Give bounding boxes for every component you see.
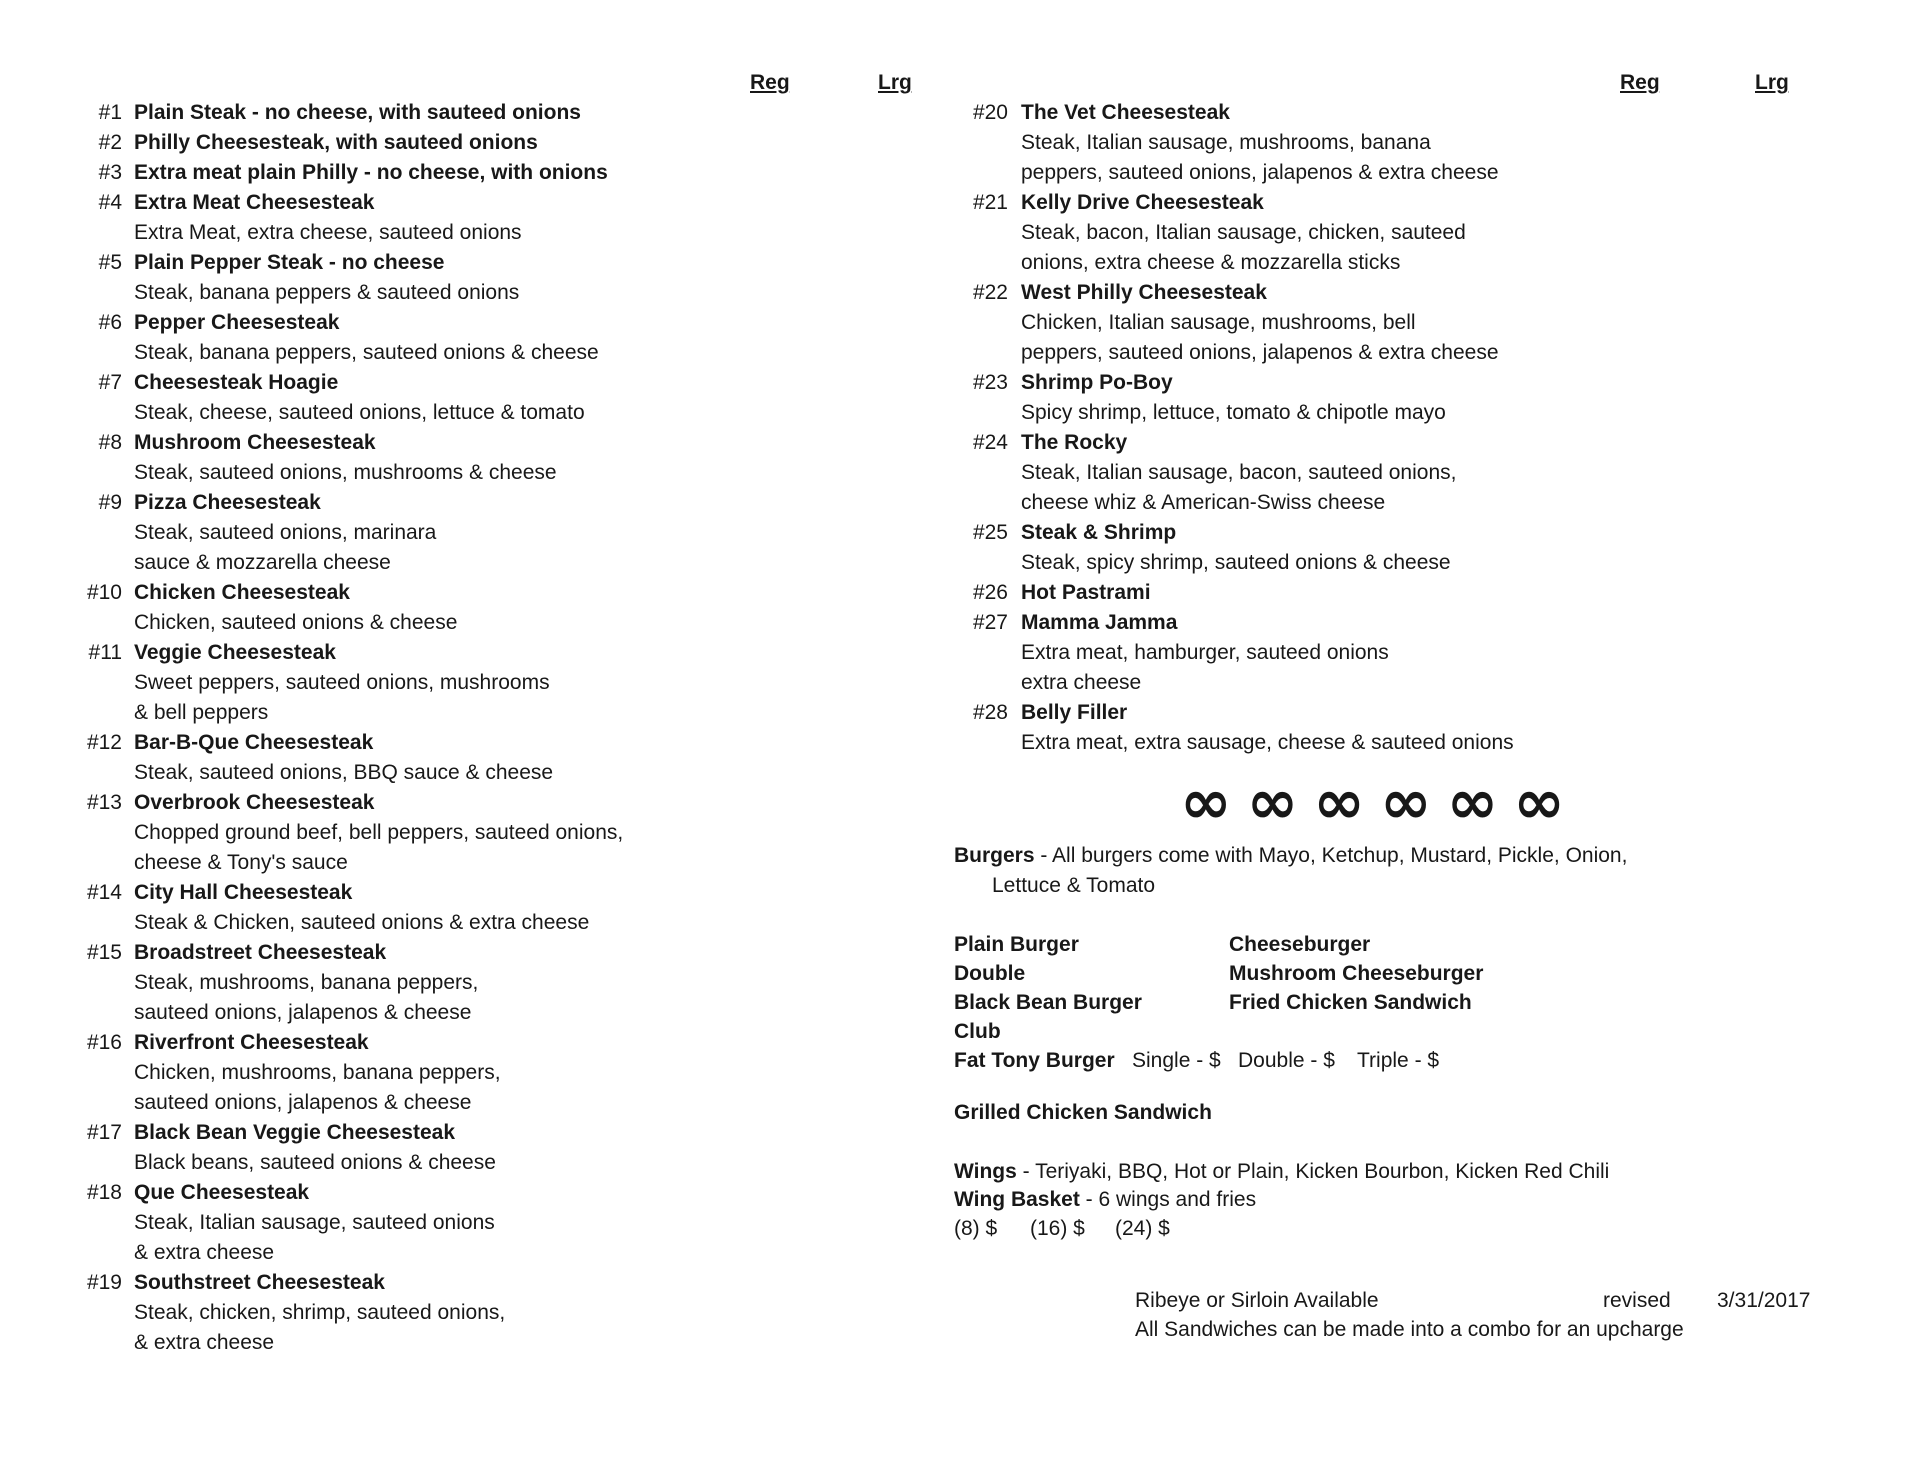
burger-row-fat-tony [954, 1046, 1483, 1075]
item-desc: Steak, chicken, shrimp, sauteed onions, [134, 1301, 506, 1324]
item-number: #1 [98, 101, 122, 124]
burger-row [954, 959, 1483, 988]
menu-item [0, 128, 880, 158]
menu-item [880, 608, 1920, 638]
item-desc: sauteed onions, jalapenos & cheese [134, 1091, 472, 1114]
item-number: #2 [98, 131, 122, 154]
item-number: #25 [972, 521, 1008, 544]
wing-size-16: (16) $ [1030, 1217, 1085, 1240]
menu-item [0, 878, 880, 908]
burgers-heading-label: Burgers [954, 844, 1035, 867]
item-title: Chicken Cheesesteak [134, 581, 350, 604]
item-desc: sauteed onions, jalapenos & cheese [134, 1001, 472, 1024]
item-title: City Hall Cheesesteak [134, 881, 353, 904]
burger-name: Black Bean Burger [954, 991, 1142, 1014]
item-number: #20 [972, 101, 1008, 124]
burgers-heading [954, 841, 1627, 871]
item-desc: sauce & mozzarella cheese [134, 551, 391, 574]
burger-name: Fat Tony Burger [954, 1049, 1115, 1072]
wing-size-8: (8) $ [954, 1217, 998, 1240]
item-number: #7 [98, 371, 122, 394]
menu-item [0, 248, 880, 278]
item-desc: Spicy shrimp, lettuce, tomato & chipotle mayo [1021, 401, 1446, 424]
item-title: Broadstreet Cheesesteak [134, 941, 387, 964]
burger-table [954, 930, 1483, 1075]
item-desc: Chopped ground beef, bell peppers, sauteed onions, [134, 821, 624, 844]
item-number: #19 [86, 1271, 122, 1294]
wings-flavors: - Teriyaki, BBQ, Hot or Plain, Kicken Bourbon, Kicken Red Chili [1016, 1160, 1610, 1183]
item-title: Kelly Drive Cheesesteak [1021, 191, 1264, 214]
item-title: Southstreet Cheesesteak [134, 1271, 385, 1294]
item-desc: Steak, sauteed onions, mushrooms & cheese [134, 461, 557, 484]
item-number: #21 [972, 191, 1008, 214]
footer-revised-label: revised [1603, 1289, 1671, 1312]
item-desc: Steak, Italian sausage, mushrooms, banana [1021, 131, 1431, 154]
burger-name: Double [954, 962, 1026, 985]
item-title: Bar-B-Que Cheesesteak [134, 731, 374, 754]
item-title: Cheesesteak Hoagie [134, 371, 339, 394]
price-triple: Triple - $ [1357, 1049, 1440, 1072]
item-number: #18 [86, 1181, 122, 1204]
item-number: #26 [972, 581, 1008, 604]
size-header-reg-right: Reg [1620, 71, 1660, 94]
item-title: Hot Pastrami [1021, 581, 1151, 604]
item-desc: peppers, sauteed onions, jalapenos & extra cheese [1021, 341, 1499, 364]
item-desc: Steak, cheese, sauteed onions, lettuce & tomato [134, 401, 585, 424]
menu-item [0, 368, 880, 398]
menu-item [0, 308, 880, 338]
item-number: #23 [972, 371, 1008, 394]
menu-item [0, 1178, 880, 1208]
price-double: Double - $ [1238, 1049, 1335, 1072]
infinity-divider: ∞∞∞∞∞∞ [1180, 765, 1580, 838]
item-title: Philly Cheesesteak, with sauteed onions [134, 131, 538, 154]
item-title: Riverfront Cheesesteak [134, 1031, 369, 1054]
menu-item [880, 368, 1920, 398]
item-desc: Chicken, mushrooms, banana peppers, [134, 1061, 501, 1084]
item-title: Extra Meat Cheesesteak [134, 191, 375, 214]
size-header-reg-left: Reg [750, 71, 790, 94]
item-number: #3 [98, 161, 122, 184]
footer-revised-date: 3/31/2017 [1717, 1289, 1811, 1312]
menu-item [0, 188, 880, 218]
item-desc: cheese & Tony's sauce [134, 851, 348, 874]
wing-basket-desc: - 6 wings and fries [1079, 1188, 1257, 1211]
item-desc: & bell peppers [134, 701, 269, 724]
item-title: Plain Pepper Steak - no cheese [134, 251, 445, 274]
burgers-heading-text: - All burgers come with Mayo, Ketchup, Mustard, Pickle, Onion, [1034, 844, 1628, 867]
item-number: #5 [98, 251, 122, 274]
wing-basket-line [954, 1186, 1256, 1214]
item-desc: peppers, sauteed onions, jalapenos & extra cheese [1021, 161, 1499, 184]
menu-item [0, 1118, 880, 1148]
burger-name: Plain Burger [954, 933, 1079, 956]
menu-item [0, 488, 880, 518]
item-desc: Extra meat, extra sausage, cheese & sauteed onions [1021, 731, 1514, 754]
burger-name: Club [954, 1020, 1001, 1043]
menu-item [880, 278, 1920, 308]
item-desc: extra cheese [1021, 671, 1142, 694]
item-number: #24 [972, 431, 1008, 454]
item-desc: Steak, banana peppers, sauteed onions & cheese [134, 341, 599, 364]
item-number: #6 [98, 311, 122, 334]
item-title: The Vet Cheesesteak [1021, 101, 1230, 124]
menu-item [0, 1028, 880, 1058]
menu-right-column [880, 98, 1920, 758]
menu-item [0, 158, 880, 188]
menu-item [0, 1268, 880, 1298]
item-desc: Steak, Italian sausage, sauteed onions [134, 1211, 495, 1234]
menu-item [0, 428, 880, 458]
item-desc: Extra meat, hamburger, sauteed onions [1021, 641, 1389, 664]
item-title: Plain Steak - no cheese, with sauteed onions [134, 101, 581, 124]
footer-note-combo: All Sandwiches can be made into a combo for an upcharge [1135, 1318, 1684, 1341]
item-title: West Philly Cheesesteak [1021, 281, 1267, 304]
item-desc: Black beans, sauteed onions & cheese [134, 1151, 496, 1174]
item-title: Extra meat plain Philly - no cheese, with onions [134, 161, 608, 184]
burger-name: Mushroom Cheeseburger [1229, 962, 1484, 985]
item-number: #13 [86, 791, 122, 814]
menu-item [880, 698, 1920, 728]
burgers-heading-line2: Lettuce & Tomato [992, 874, 1156, 897]
item-desc: Chicken, Italian sausage, mushrooms, bell [1021, 311, 1416, 334]
item-number: #11 [88, 641, 122, 664]
item-desc: Steak, Italian sausage, bacon, sauteed onions, [1021, 461, 1457, 484]
menu-item [880, 578, 1920, 608]
item-number: #8 [98, 431, 122, 454]
menu-item [0, 938, 880, 968]
burger-name: Cheeseburger [1229, 933, 1371, 956]
menu-item [880, 188, 1920, 218]
wings-line [954, 1158, 1609, 1186]
burger-row [954, 988, 1483, 1017]
item-number: #28 [972, 701, 1008, 724]
footer-note-ribeye: Ribeye or Sirloin Available [1135, 1289, 1379, 1312]
item-title: Belly Filler [1021, 701, 1128, 724]
wing-sizes-line [954, 1215, 1170, 1243]
menu-item [0, 578, 880, 608]
price-single: Single - $ [1132, 1049, 1221, 1072]
item-title: Pizza Cheesesteak [134, 491, 321, 514]
item-desc: Steak, spicy shrimp, sauteed onions & cheese [1021, 551, 1451, 574]
item-number: #4 [98, 191, 122, 214]
item-desc: Steak, sauteed onions, marinara [134, 521, 437, 544]
grilled-chicken-sandwich: Grilled Chicken Sandwich [954, 1101, 1212, 1124]
menu-item [880, 428, 1920, 458]
menu-item [880, 518, 1920, 548]
item-number: #12 [86, 731, 122, 754]
size-header-lrg-right: Lrg [1755, 71, 1789, 94]
burger-row [954, 1017, 1483, 1046]
burger-name: Fried Chicken Sandwich [1229, 991, 1472, 1014]
item-title: Overbrook Cheesesteak [134, 791, 375, 814]
item-number: #14 [86, 881, 122, 904]
item-desc: & extra cheese [134, 1331, 275, 1354]
item-desc: Chicken, sauteed onions & cheese [134, 611, 458, 634]
item-title: Que Cheesesteak [134, 1181, 310, 1204]
wings-label: Wings [954, 1160, 1017, 1183]
size-header-lrg-left: Lrg [878, 71, 912, 94]
item-desc: cheese whiz & American-Swiss cheese [1021, 491, 1386, 514]
item-title: Pepper Cheesesteak [134, 311, 340, 334]
item-title: The Rocky [1021, 431, 1128, 454]
burger-row [954, 930, 1483, 959]
item-desc: Steak, sauteed onions, BBQ sauce & cheese [134, 761, 554, 784]
item-title: Mamma Jamma [1021, 611, 1178, 634]
wing-basket-label: Wing Basket [954, 1188, 1080, 1211]
item-title: Shrimp Po-Boy [1021, 371, 1173, 394]
item-title: Mushroom Cheesesteak [134, 431, 376, 454]
wing-size-24: (24) $ [1115, 1217, 1170, 1240]
menu-item [0, 728, 880, 758]
item-number: #10 [86, 581, 122, 604]
item-number: #15 [86, 941, 122, 964]
item-desc: Steak, bacon, Italian sausage, chicken, sauteed [1021, 221, 1466, 244]
item-desc: & extra cheese [134, 1241, 275, 1264]
menu-item [0, 788, 880, 818]
item-desc: Steak, mushrooms, banana peppers, [134, 971, 479, 994]
menu-item [0, 638, 880, 668]
item-desc: Steak & Chicken, sauteed onions & extra cheese [134, 911, 590, 934]
menu-item [0, 98, 880, 128]
item-number: #22 [972, 281, 1008, 304]
item-title: Veggie Cheesesteak [134, 641, 336, 664]
item-desc: Sweet peppers, sauteed onions, mushrooms [134, 671, 550, 694]
menu-left-column [0, 98, 880, 1358]
item-number: #9 [98, 491, 122, 514]
item-desc: Extra Meat, extra cheese, sauteed onions [134, 221, 522, 244]
item-title: Black Bean Veggie Cheesesteak [134, 1121, 456, 1144]
item-number: #16 [86, 1031, 122, 1054]
item-desc: onions, extra cheese & mozzarella sticks [1021, 251, 1401, 274]
menu-item [880, 98, 1920, 128]
item-title: Steak & Shrimp [1021, 521, 1177, 544]
item-number: #17 [86, 1121, 122, 1144]
item-desc: Steak, banana peppers & sauteed onions [134, 281, 520, 304]
item-number: #27 [972, 611, 1008, 634]
